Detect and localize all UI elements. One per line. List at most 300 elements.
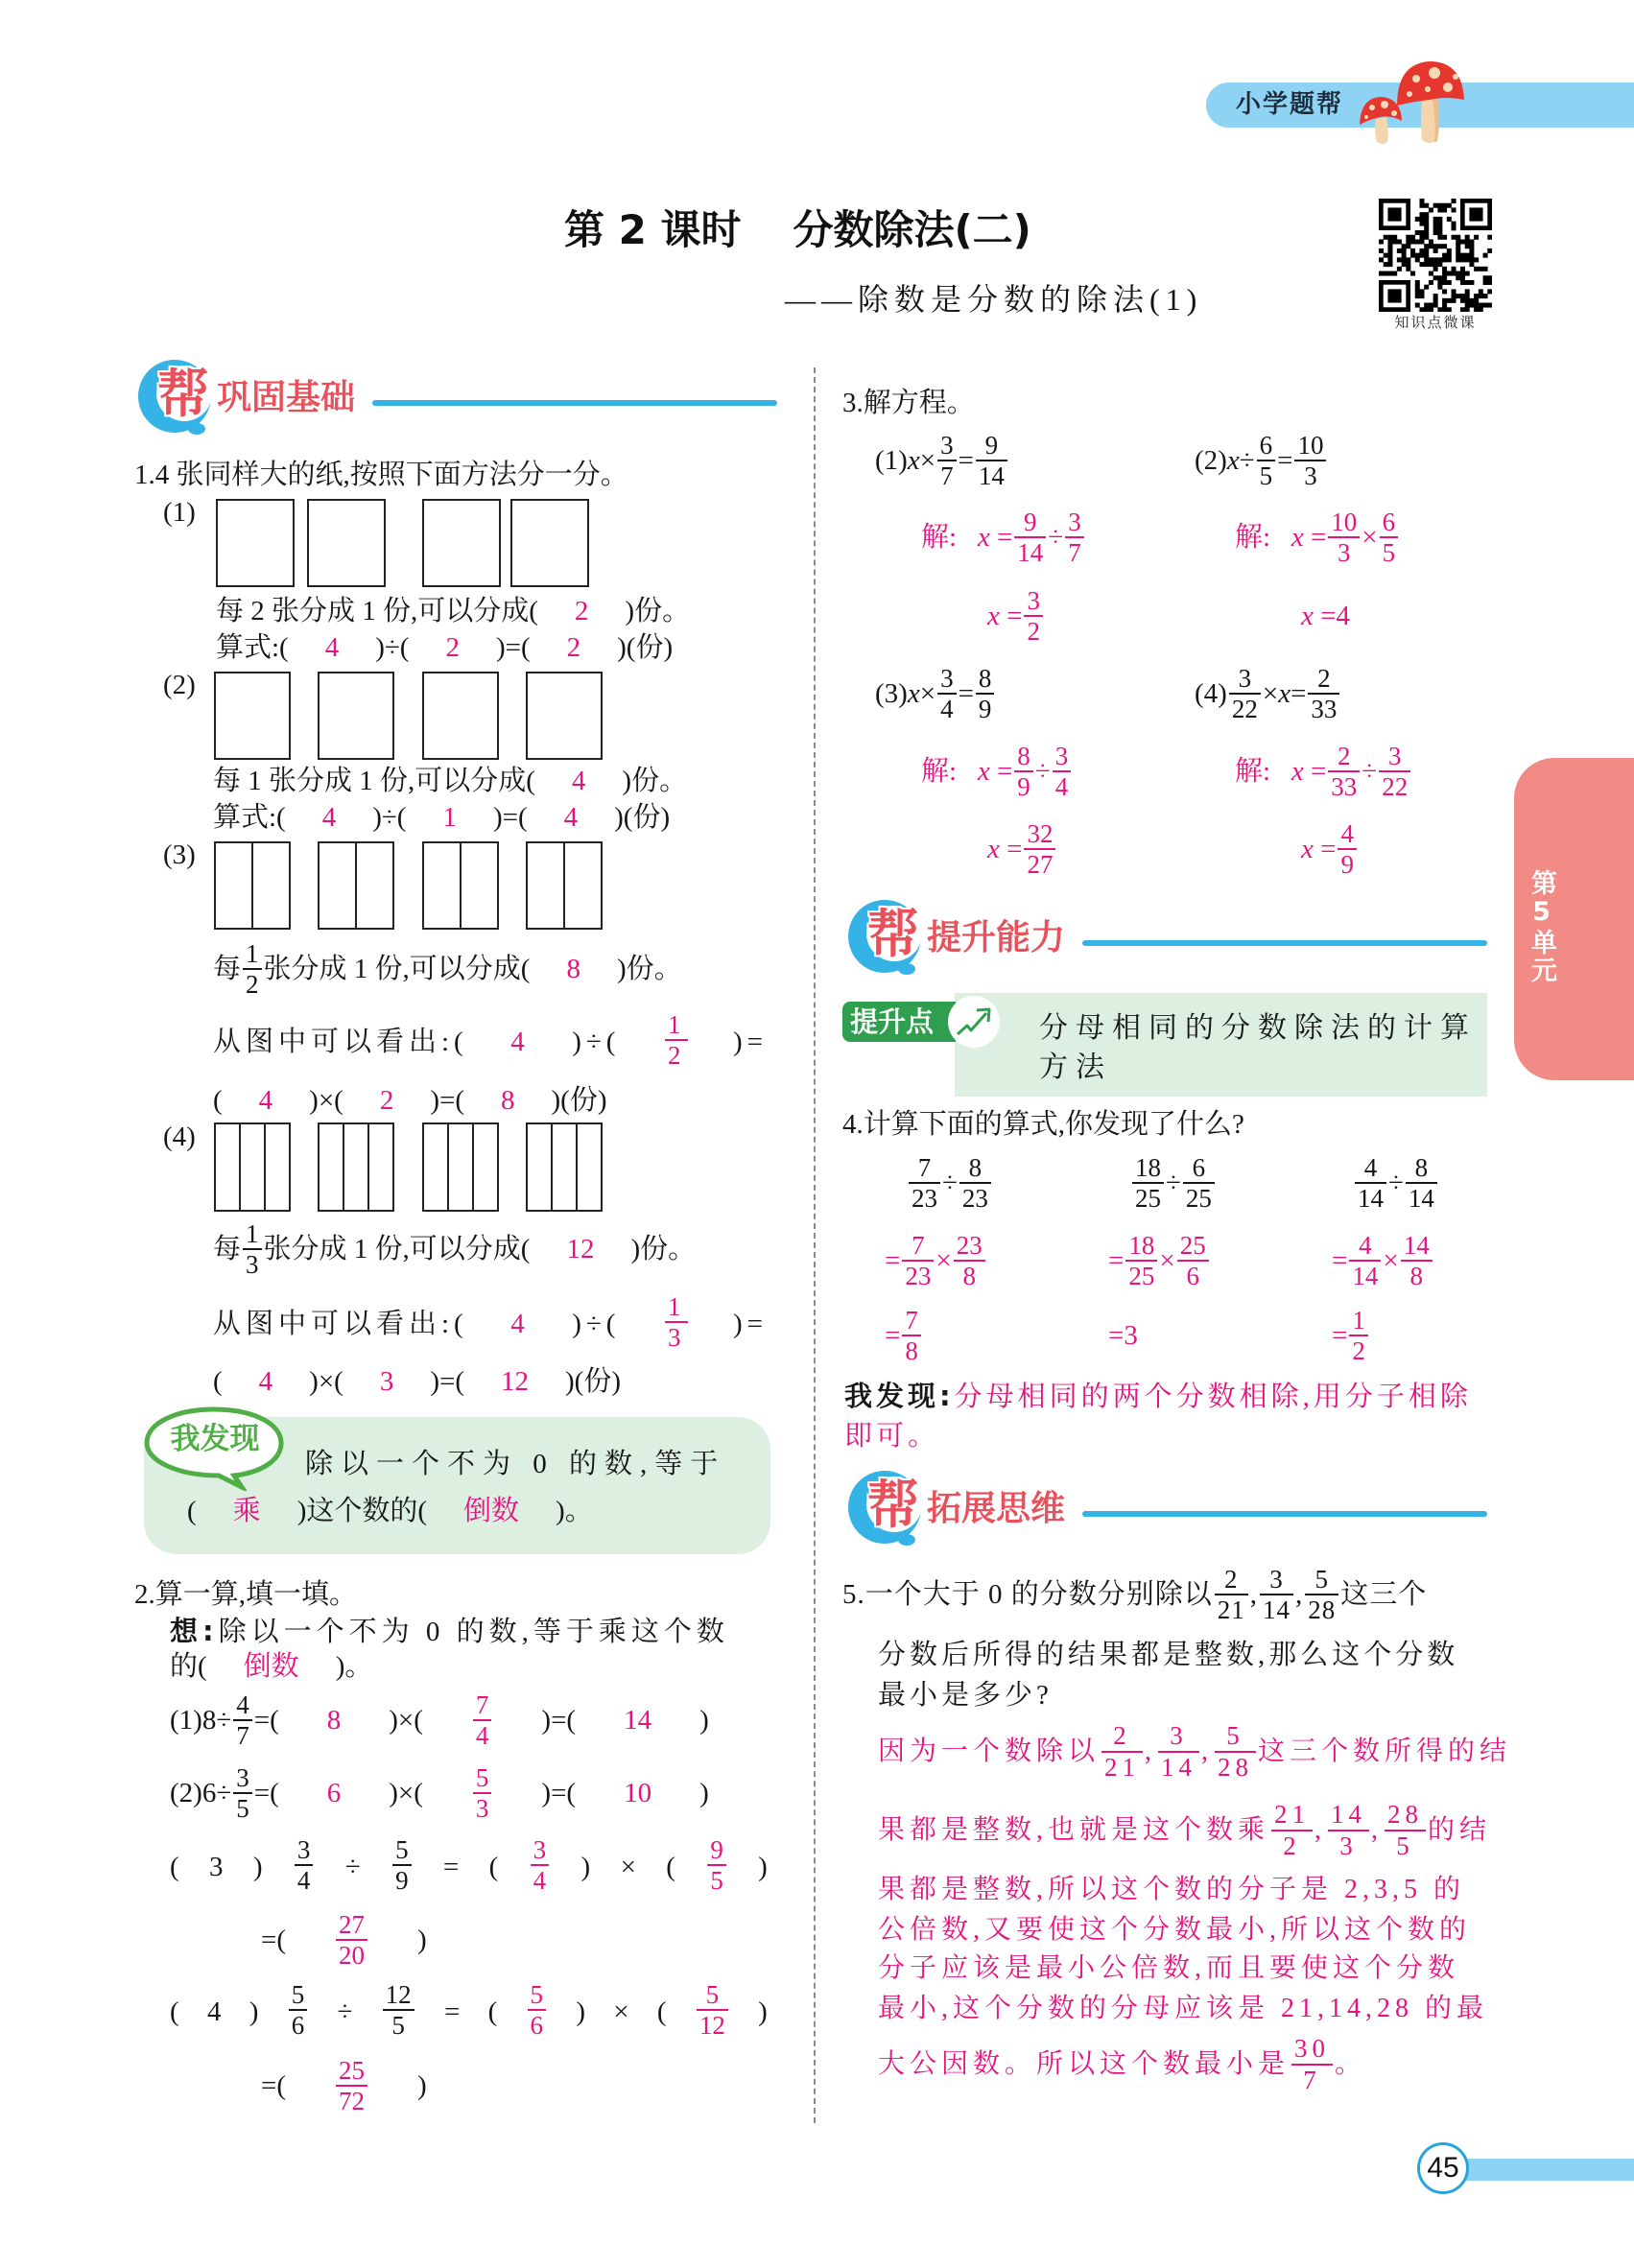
answer-text: 即可。	[844, 1421, 940, 1452]
fraction-numerator: 30	[1294, 2034, 1331, 2064]
answer-text: 解:	[1235, 756, 1291, 787]
text-segment: 3	[209, 1852, 224, 1882]
q1-part-1-label: (1)	[163, 497, 196, 528]
fraction-numerator: 3	[1387, 742, 1402, 770]
fraction-numerator: 3	[1068, 508, 1081, 536]
q1-part-4-line-3	[213, 1351, 621, 1412]
text-segment: 张分成 1 份,可以分成(	[263, 1234, 531, 1264]
q2-item-3-result	[261, 1909, 427, 1971]
paper-sheet	[526, 841, 603, 930]
fraction-numerator: 21	[1274, 1800, 1311, 1830]
fraction	[233, 1764, 252, 1823]
fraction-numerator: 3	[940, 664, 954, 693]
fraction	[976, 432, 1007, 490]
tip-text-line-2: 方法	[1039, 1051, 1112, 1083]
q5-answer-line-2	[878, 1800, 1491, 1861]
fraction-denominator: 8	[905, 1336, 918, 1366]
fraction-denominator: 5	[710, 1866, 723, 1895]
text-segment: )÷(	[572, 1309, 621, 1339]
tip-text-line-1: 分母相同的分数除法的计算	[1039, 1012, 1477, 1044]
text-segment: 分数后所得的结果都是整数,那么这个分数	[878, 1640, 1459, 1670]
answer-variable: x	[987, 601, 1000, 631]
text-segment: 从图中可以看出:(	[213, 1027, 468, 1057]
answer-blank: 4	[258, 1366, 273, 1397]
text-segment: (	[666, 1852, 675, 1882]
answer-text: ÷	[1034, 756, 1051, 787]
text-segment: )÷(	[372, 802, 407, 833]
text-segment: =	[1277, 445, 1293, 476]
fraction-denominator: 25	[1135, 1184, 1161, 1214]
section-badge: 帮	[157, 364, 209, 424]
answer-fraction	[1271, 1801, 1313, 1859]
answer-fraction	[1380, 508, 1399, 567]
fraction-numerator: 6	[1259, 431, 1273, 460]
text-segment: 从图中可以看出:(	[213, 1309, 468, 1339]
text-segment: )×(	[309, 1085, 343, 1116]
text-segment: =(	[261, 1925, 287, 1955]
answer-fraction	[902, 1232, 934, 1290]
paper-sheet	[318, 841, 394, 930]
paper-sheet	[422, 672, 499, 760]
answer-fraction	[425, 1764, 540, 1823]
text-segment: )	[699, 1778, 709, 1808]
fraction-numerator: 5	[1314, 1565, 1330, 1594]
answer-blank: 倒数	[243, 1651, 299, 1682]
text-segment: (	[170, 1852, 179, 1882]
fraction-numerator: 1	[246, 1219, 259, 1248]
fraction-numerator: 5	[291, 1979, 305, 2009]
text-segment: )。	[335, 1651, 373, 1682]
fraction-numerator: 3	[1238, 664, 1252, 693]
text-segment: 每	[213, 954, 242, 984]
answer-text: 。	[1335, 2049, 1367, 2079]
fraction	[1355, 1154, 1386, 1213]
q3-solution-2-step-2	[1301, 585, 1350, 647]
text-segment: )=(	[541, 1778, 577, 1808]
fraction-numerator: 25	[339, 2056, 366, 2085]
fraction	[1229, 665, 1261, 723]
answer-text: ,	[1371, 1815, 1384, 1845]
answer-text: ,	[1145, 1736, 1157, 1766]
text-segment: )。	[556, 1496, 593, 1526]
fraction	[295, 1836, 314, 1895]
fraction-denominator: 3	[475, 1794, 489, 1824]
q3-solution-2-step-1	[1235, 507, 1400, 568]
variable: x	[1226, 445, 1240, 476]
answer-text: =	[1332, 1245, 1348, 1276]
answer-fraction	[1401, 1232, 1433, 1290]
fraction-numerator: 2	[1224, 1565, 1239, 1594]
text-segment: 每 1 张分成 1 份,可以分成(	[213, 766, 535, 796]
page-footer-bar	[1466, 2159, 1634, 2181]
text-segment: (	[656, 1996, 667, 2027]
fraction	[243, 1220, 262, 1279]
q3-equation-1	[875, 430, 1009, 491]
text-segment: ÷	[337, 1996, 353, 2027]
q2-item-4-result	[261, 2055, 427, 2116]
answer-text: ×	[1159, 1245, 1175, 1276]
answer-text: ,	[1201, 1736, 1214, 1766]
fraction	[392, 1836, 412, 1895]
fraction-denominator: 7	[940, 461, 954, 491]
fraction-denominator: 21	[1217, 1595, 1245, 1625]
fraction-denominator: 4	[475, 1721, 489, 1751]
answer-fraction	[1014, 508, 1046, 567]
answer-fraction	[531, 1836, 550, 1895]
answer-text: ×	[1362, 522, 1378, 553]
bold-label: 想:	[170, 1615, 219, 1647]
fraction-denominator: 2	[1352, 1336, 1365, 1366]
answer-blank: 4	[563, 802, 579, 833]
answer-fraction	[1065, 508, 1084, 567]
fold-line	[239, 1124, 241, 1210]
q1-part-4-line-2	[213, 1293, 768, 1355]
answer-fraction	[707, 1836, 726, 1895]
fraction-numerator: 8	[968, 1153, 983, 1182]
q4-col-3-row-2	[1332, 1230, 1434, 1291]
text-segment: )=	[732, 1027, 768, 1057]
fraction-denominator: 3	[667, 1323, 686, 1352]
text-segment: 除以一个不为 0 的数,等于乘这个数	[218, 1617, 729, 1647]
text-segment: )	[580, 1852, 591, 1882]
q3-solution-1-step-2	[987, 585, 1045, 647]
answer-text: 解:	[1235, 522, 1291, 553]
fraction-denominator: 22	[1382, 772, 1409, 802]
fold-line	[367, 1124, 369, 1210]
answer-text: 分子应该是最小公倍数,而且要使这个分数	[878, 1953, 1460, 1983]
fraction-denominator: 72	[339, 2087, 366, 2116]
answer-fraction	[902, 1307, 921, 1365]
fraction-numerator: 6	[1192, 1153, 1206, 1182]
answer-blank: 乘	[232, 1496, 261, 1526]
q1-part-1-line-2	[216, 617, 673, 678]
text-segment: ,	[1295, 1579, 1304, 1610]
question-3-stem: 3.解方程。	[842, 388, 975, 418]
answer-text: 解:	[921, 756, 978, 787]
fold-line	[472, 1124, 474, 1210]
section-badge: 帮	[867, 904, 919, 964]
fraction-denominator: 23	[912, 1184, 937, 1214]
fraction	[1260, 1566, 1293, 1624]
fraction-denominator: 7	[236, 1721, 249, 1751]
fraction-denominator: 4	[940, 695, 954, 724]
fraction	[1257, 432, 1276, 490]
fraction	[1308, 665, 1339, 723]
text-segment: =(	[261, 2070, 287, 2101]
bold-label: 我发现:	[844, 1380, 955, 1412]
answer-blank: 4	[510, 1027, 530, 1057]
fraction-numerator: 5	[705, 1979, 720, 2009]
answer-fraction	[665, 1293, 689, 1352]
answer-blank: 倒数	[463, 1496, 520, 1526]
answer-fraction	[288, 2057, 415, 2115]
section-title: 提升能力	[927, 918, 1066, 957]
answer-text: =	[1303, 522, 1327, 553]
answer-blank: 2	[566, 632, 581, 663]
paper-sheet	[216, 499, 295, 587]
answer-text: ÷	[1362, 756, 1378, 787]
q3-solution-1-step-1	[921, 507, 1086, 568]
fraction-denominator: 2	[667, 1041, 686, 1070]
fraction-numerator: 18	[1135, 1153, 1161, 1182]
fraction-denominator: 3	[246, 1250, 259, 1280]
fraction-denominator: 2	[1027, 617, 1040, 647]
fold-line	[551, 1124, 553, 1210]
answer-fraction	[1024, 587, 1043, 646]
fraction	[959, 1154, 991, 1213]
answer-text: 因为一个数除以	[878, 1736, 1101, 1766]
fraction-denominator: 21	[1104, 1752, 1141, 1782]
answer-variable: x	[1301, 834, 1314, 864]
text-segment: (	[213, 1085, 223, 1116]
fraction-denominator: 25	[1185, 1184, 1212, 1214]
section-rule	[372, 400, 777, 406]
text-segment: ×	[620, 1852, 636, 1882]
answer-fraction	[1158, 1722, 1199, 1781]
variable: x	[907, 678, 920, 709]
fraction-denominator: 25	[1128, 1262, 1155, 1291]
text-segment: )这个数的(	[296, 1496, 428, 1526]
fraction-numerator: 3	[296, 1834, 311, 1864]
text-segment: )	[758, 1852, 768, 1882]
fraction-numerator: 7	[475, 1690, 489, 1719]
fraction-denominator: 33	[1311, 695, 1338, 724]
fraction-denominator: 5	[1396, 1831, 1414, 1860]
q4-col-2-row-1	[1130, 1152, 1217, 1214]
fraction-numerator: 14	[1331, 1800, 1367, 1830]
lesson-subtitle: ——除数是分数的除法(1)	[785, 282, 1203, 317]
answer-text: =3	[1108, 1320, 1138, 1351]
answer-variable: x	[1291, 756, 1304, 787]
fraction-numerator: 3	[940, 431, 954, 460]
answer-fraction	[1291, 2035, 1333, 2093]
q2-item-4	[170, 1981, 768, 2043]
section-header-extend	[846, 1468, 1487, 1547]
fraction-numerator: 3	[1054, 742, 1069, 770]
answer-variable: x	[977, 522, 990, 553]
text-segment: ×	[919, 445, 936, 476]
text-segment: ÷	[1388, 1168, 1404, 1198]
text-segment: =	[958, 445, 974, 476]
fraction-numerator: 1	[1352, 1306, 1365, 1335]
text-segment: ÷	[942, 1168, 958, 1198]
section-rule	[1082, 1511, 1487, 1517]
section-rule	[1082, 940, 1487, 946]
q4-col-1-row-1	[907, 1152, 993, 1214]
fraction-numerator: 9	[984, 431, 999, 460]
fold-line	[563, 843, 565, 928]
fraction-numerator: 32	[1027, 819, 1054, 848]
text-segment: )=(	[430, 1085, 465, 1116]
fraction	[1294, 432, 1326, 490]
fraction-denominator: 12	[699, 2011, 725, 2040]
fraction-numerator: 6	[1382, 508, 1396, 536]
text-segment: )=(	[430, 1366, 465, 1397]
answer-blank: 2	[379, 1085, 394, 1116]
fraction-numerator: 14	[1403, 1231, 1430, 1260]
section-header-basics	[136, 357, 777, 436]
q1-part-3-label: (3)	[163, 839, 196, 870]
answer-variable: x	[987, 834, 1000, 864]
answer-fraction	[954, 1232, 985, 1290]
answer-text: 最小,这个分数的分母应该是 21,14,28 的最	[878, 1994, 1489, 2023]
fraction-denominator: 7	[1303, 2065, 1321, 2094]
fraction-numerator: 2	[1113, 1721, 1131, 1751]
fraction-denominator: 3	[1338, 538, 1351, 568]
text-segment: )份。	[616, 954, 682, 984]
answer-text: 的结	[1428, 1815, 1492, 1845]
fold-line	[447, 1124, 449, 1210]
fraction	[243, 940, 262, 999]
q4-col-1-row-2	[885, 1230, 987, 1291]
answer-blank: 4	[321, 802, 337, 833]
fraction-numerator: 12	[385, 1979, 412, 2009]
fraction-denominator: 28	[1308, 1595, 1337, 1625]
tip-label: 提升点	[842, 1002, 956, 1042]
fraction-denominator: 5	[391, 2011, 405, 2040]
fraction	[937, 432, 957, 490]
text-segment: 最小是多少?	[878, 1680, 1053, 1711]
fraction-numerator: 7	[905, 1306, 918, 1335]
fraction-denominator: 14	[978, 461, 1005, 491]
answer-fraction	[1385, 1801, 1426, 1859]
fold-line	[251, 843, 253, 928]
fold-line	[355, 843, 357, 928]
fraction-denominator: 2	[1283, 1831, 1301, 1860]
answer-blank: 8	[326, 1705, 342, 1736]
answer-blank: 6	[326, 1778, 342, 1808]
section-badge: 帮	[867, 1475, 919, 1535]
question-2-stem: 2.算一算,填一填。	[134, 1579, 358, 1610]
text-segment: =	[443, 1996, 461, 2027]
fraction-denominator: 9	[395, 1866, 409, 1895]
answer-text: =	[999, 834, 1023, 864]
text-segment: (	[487, 1996, 498, 2027]
fraction-denominator: 5	[1259, 461, 1273, 491]
answer-fraction	[1053, 743, 1072, 801]
paper-sheet	[510, 499, 589, 587]
fraction-numerator: 5	[475, 1763, 489, 1792]
fraction-numerator: 10	[1297, 431, 1324, 460]
text-segment: ×	[919, 678, 936, 709]
fraction-denominator: 27	[1027, 850, 1054, 880]
fraction-denominator: 14	[1408, 1184, 1434, 1214]
fraction-numerator: 3	[1170, 1721, 1188, 1751]
fraction-denominator: 3	[1304, 461, 1317, 491]
arrow-up-right-icon	[946, 994, 1002, 1050]
text-segment: 每 2 张分成 1 份,可以分成(	[216, 596, 538, 626]
text-segment: )×(	[389, 1778, 423, 1808]
variable: x	[907, 445, 920, 476]
fraction-numerator: 8	[1017, 742, 1030, 770]
paper-sheet	[214, 841, 291, 930]
text-segment: )=	[732, 1309, 768, 1339]
fraction-numerator: 8	[1414, 1153, 1429, 1182]
fraction-denominator: 4	[296, 1866, 311, 1895]
fraction-numerator: 5	[395, 1834, 409, 1864]
q4-col-3-row-3	[1332, 1305, 1370, 1366]
q2-item-2	[170, 1762, 709, 1824]
brand-name: 小学题帮	[1236, 90, 1344, 119]
fraction-denominator: 4	[533, 1866, 547, 1895]
text-segment: ×	[613, 1996, 629, 2027]
q1-part-3-line-1	[213, 938, 682, 1000]
unit-tab	[1514, 758, 1634, 1080]
discovery-label: 我发现	[170, 1422, 260, 1456]
q4-col-1-row-3	[885, 1305, 923, 1366]
paper-sheet	[214, 1122, 291, 1212]
answer-fraction	[1328, 743, 1360, 801]
q2-hint-line-2	[170, 1636, 372, 1697]
text-segment: )÷(	[572, 1027, 621, 1057]
answer-text: ÷	[1048, 522, 1064, 553]
q5-answer-line-6	[878, 1978, 1488, 2040]
answer-fraction	[1177, 1232, 1209, 1290]
section-header-improve	[846, 897, 1487, 976]
text-segment: (1)8÷	[170, 1705, 232, 1736]
mushroom-icon	[1353, 58, 1473, 146]
fraction	[1305, 1566, 1338, 1624]
variable: x	[1278, 678, 1291, 709]
answer-blank: 12	[566, 1234, 595, 1264]
q2-item-3	[170, 1836, 768, 1898]
q3-equation-2	[1195, 430, 1328, 491]
answer-blank: 3	[379, 1366, 394, 1397]
text-segment: (1)	[875, 445, 908, 476]
text-segment: )=(	[492, 802, 528, 833]
fraction-denominator: 9	[1340, 850, 1354, 880]
fraction-numerator: 10	[1331, 508, 1358, 536]
fraction	[1132, 1154, 1164, 1213]
q4-col-2-row-3	[1108, 1305, 1138, 1366]
text-segment: )份。	[622, 766, 688, 796]
fraction	[937, 665, 957, 723]
answer-text: =	[1332, 1320, 1348, 1351]
fraction-denominator: 5	[1382, 538, 1396, 568]
answer-blank: 2	[574, 596, 589, 626]
paper-sheet	[422, 499, 501, 587]
text-segment: (	[170, 1996, 179, 2027]
fraction-numerator: 3	[1269, 1565, 1284, 1594]
fraction-denominator: 9	[1017, 772, 1030, 802]
answer-text: =	[1108, 1245, 1125, 1276]
fraction-numerator: 4	[1363, 1153, 1378, 1182]
column-divider	[814, 367, 816, 2123]
discovery-line-2	[187, 1480, 593, 1542]
text-segment: )(份)	[617, 632, 674, 663]
paper-sheet	[526, 1122, 603, 1212]
fraction-numerator: 4	[1340, 819, 1354, 848]
answer-text: ,	[1314, 1815, 1327, 1845]
fraction-numerator: 1	[246, 939, 259, 968]
fold-line	[460, 843, 462, 928]
answer-fraction	[1024, 820, 1055, 879]
fraction-numerator: 28	[1387, 1800, 1424, 1830]
page-number: 45	[1417, 2142, 1469, 2194]
fraction-denominator: 3	[1339, 1831, 1358, 1860]
answer-blank: 4	[324, 632, 340, 663]
text-segment: 4	[206, 1996, 222, 2027]
fraction-denominator: 4	[1054, 772, 1069, 802]
q3-equation-3	[875, 663, 996, 724]
paper-sheet	[526, 672, 603, 760]
q5-stem-line-1	[842, 1564, 1427, 1625]
q3-equation-4	[1195, 663, 1341, 724]
answer-fraction	[1349, 1307, 1368, 1365]
q5-stem-line-3	[878, 1665, 1053, 1726]
q3-solution-3-step-2	[987, 818, 1057, 880]
answer-text: 解:	[921, 522, 978, 553]
